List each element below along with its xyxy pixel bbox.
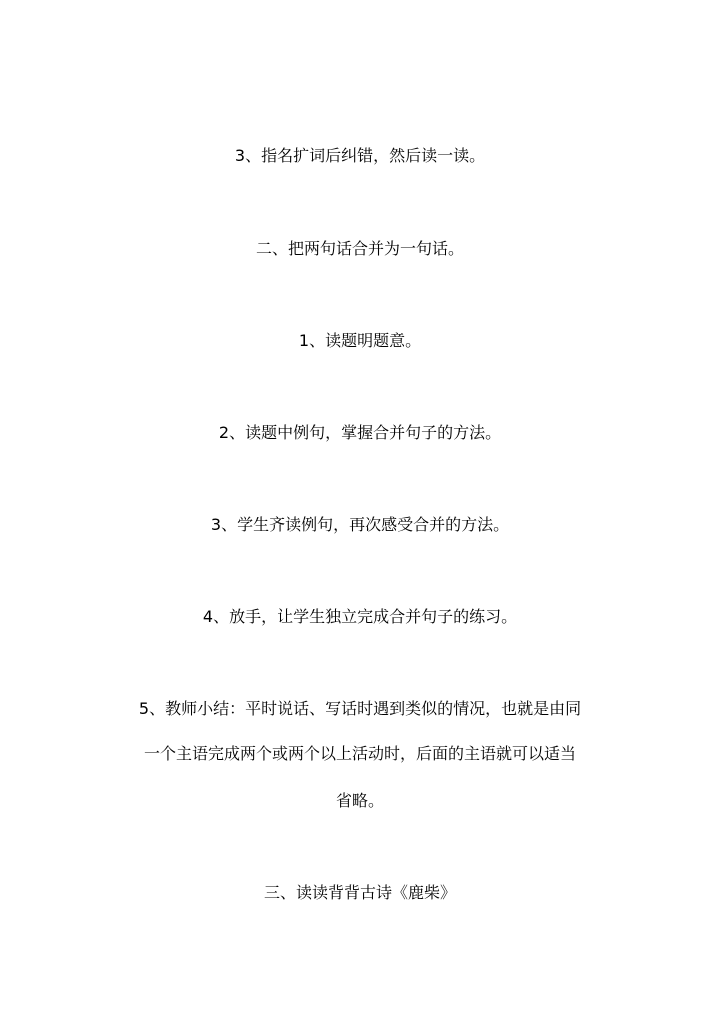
text-line-read-question: 1、读题明题意。 — [298, 331, 422, 350]
section-heading-merge-sentences: 二、把两句话合并为一句话。 — [255, 239, 464, 258]
text-line-read-example: 2、读题中例句，掌握合并句子的方法。 — [218, 423, 502, 442]
text-line-teacher-summary-3: 省略。 — [335, 791, 384, 810]
section-heading-ancient-poem: 三、读读背背古诗《鹿柴》 — [263, 883, 456, 902]
text-line-independent-practice: 4、放手，让学生独立完成合并句子的练习。 — [202, 607, 518, 626]
text-line-teacher-summary-1: 5、教师小结：平时说话、写话时遇到类似的情况，也就是由同 — [138, 699, 582, 718]
text-line-teacher-summary-2: 一个主语完成两个或两个以上活动时，后面的主语就可以适当 — [143, 744, 576, 763]
text-line-step-3-expand-words: 3、指名扩词后纠错，然后读一读。 — [234, 146, 486, 165]
text-line-read-together: 3、学生齐读例句，再次感受合并的方法。 — [210, 515, 510, 534]
